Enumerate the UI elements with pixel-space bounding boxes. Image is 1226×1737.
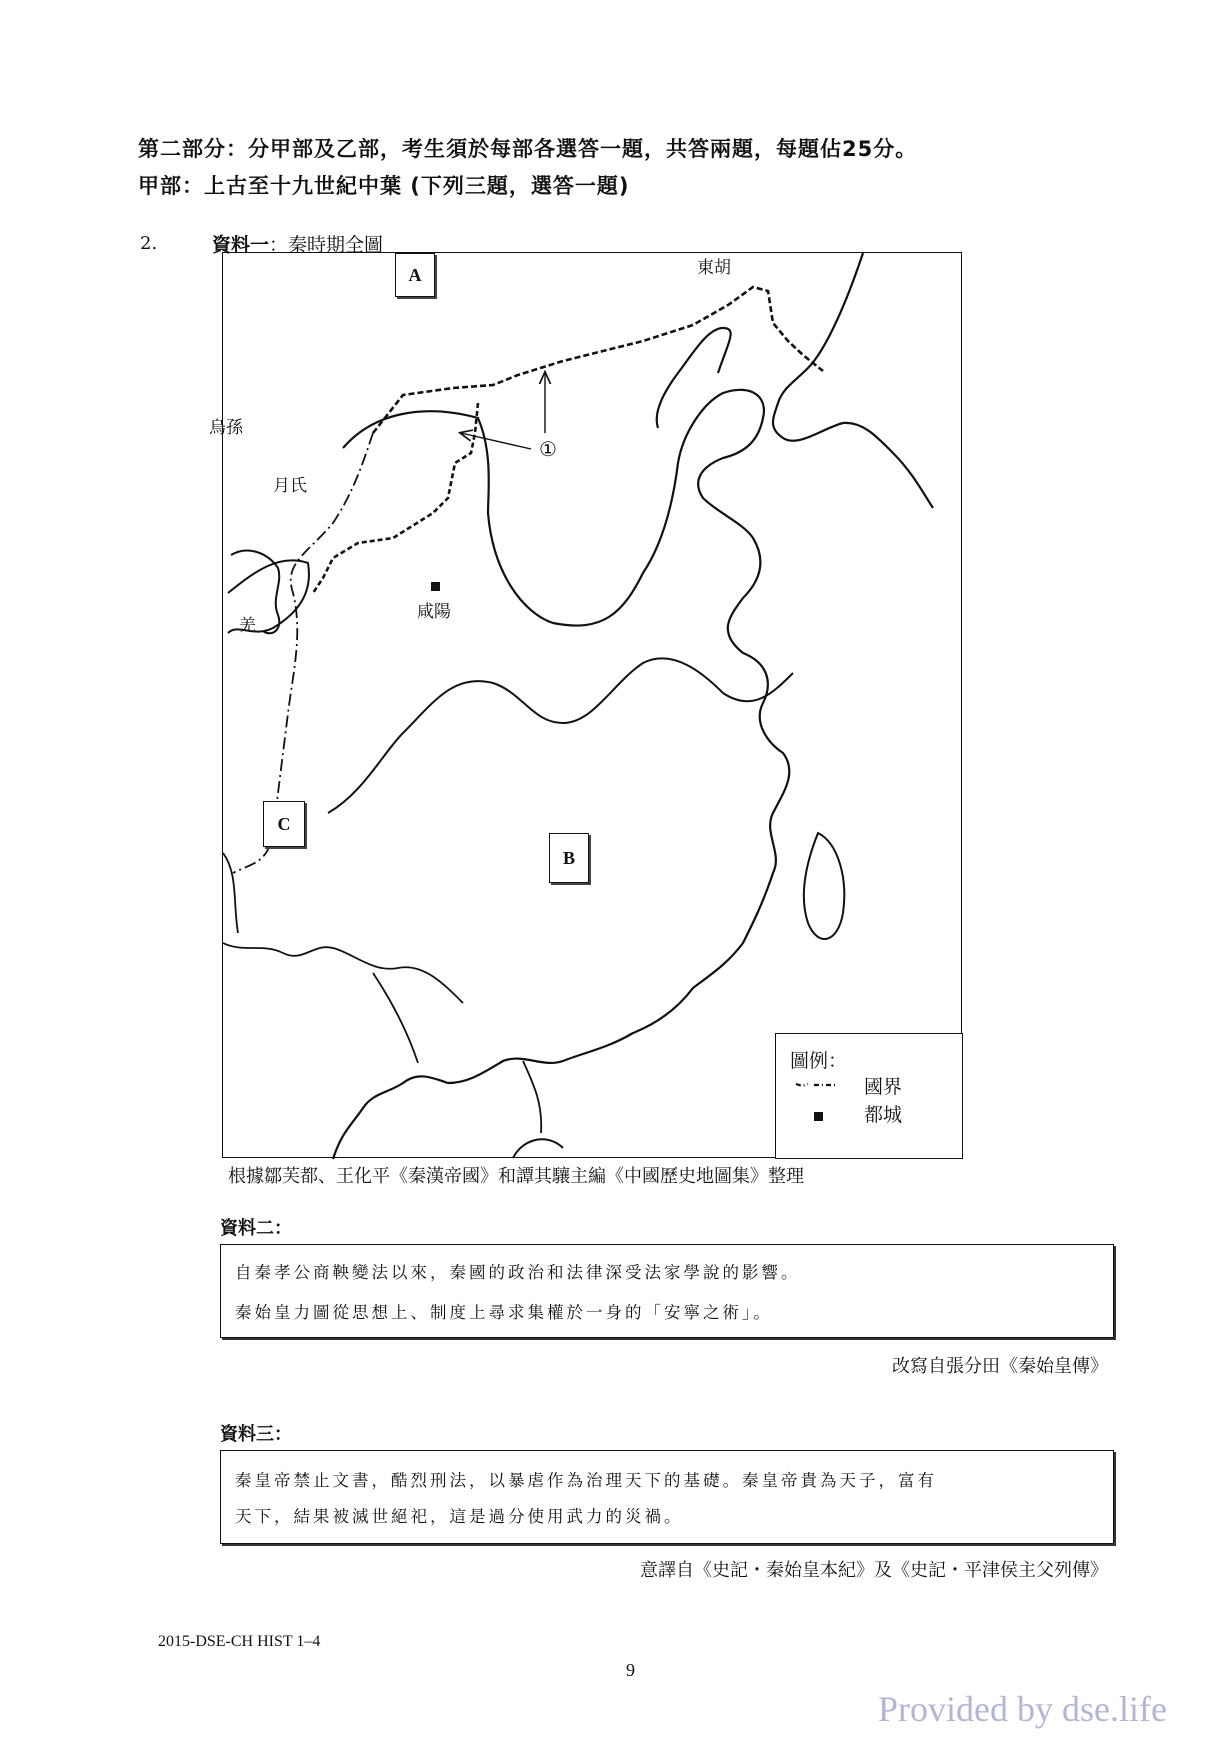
map-box-b: B <box>549 833 589 883</box>
page-number: 9 <box>626 1660 635 1680</box>
taiwan-island <box>804 833 844 939</box>
source3-box <box>220 1450 1114 1544</box>
qin-map <box>209 252 962 1158</box>
coastline <box>333 390 789 1159</box>
map-box-a: A <box>395 253 435 297</box>
great-wall-west <box>313 403 478 593</box>
source3-label: 資料三： <box>220 1424 292 1445</box>
label-donghu: 東胡 <box>697 258 731 278</box>
source2-line-2: 秦始皇力圖從思想上、制度上尋求集權於一身的「安寧之術」。 <box>235 1303 773 1322</box>
source2-credit: 改寫自張分田《秦始皇傳》 <box>892 1356 1108 1377</box>
map-legend <box>775 1033 963 1159</box>
legend-title: 圖例： <box>790 1050 848 1072</box>
label-xianyang: 咸陽 <box>417 602 451 622</box>
section-heading: 第二部分：分甲部及乙部，考生須於每部各選答一題，共答兩題，每題佔25分。 <box>138 137 918 161</box>
hainan-island <box>513 1139 563 1158</box>
exam-code: 2015-DSE-CH HIST 1–4 <box>158 1633 321 1650</box>
source2-box <box>220 1244 1114 1338</box>
map-box-c: C <box>263 801 305 847</box>
part-heading: 甲部：上古至十九世紀中葉 (下列三題，選答一題) <box>138 174 630 198</box>
map-drawing <box>223 253 963 1159</box>
river-southwest <box>223 853 463 1003</box>
coastline-northeast <box>773 253 933 508</box>
legend-capital-label: 都城 <box>864 1104 903 1126</box>
legend-border-label: 國界 <box>864 1076 903 1098</box>
source3-line-1: 秦皇帝禁止文書，酷烈刑法，以暴虐作為治理天下的基礎。秦皇帝貴為天子，富有 <box>235 1471 937 1490</box>
source2-label: 資料二： <box>220 1218 292 1239</box>
label-yuezhi: 月氏 <box>273 476 307 496</box>
label-marker-1: ① <box>539 437 557 461</box>
river-middle <box>328 658 793 813</box>
question-number: 2. <box>140 233 158 254</box>
source3-line-2: 天下，結果被滅世絕祀，這是過分使用武力的災禍。 <box>235 1507 684 1526</box>
source1-label-bold: 資料一 <box>212 234 270 256</box>
label-qiang: 羌 <box>239 616 256 636</box>
legend-border-symbol <box>794 1080 850 1090</box>
label-wusun: 烏孫 <box>209 418 243 438</box>
map-caption: 根據鄒芙都、王化平《秦漢帝國》和譚其驤主編《中國歷史地圖集》整理 <box>228 1166 804 1187</box>
watermark: Provided by dse.life <box>878 1689 1167 1729</box>
legend-capital-symbol <box>814 1112 823 1121</box>
source3-credit: 意譯自《史記・秦始皇本紀》及《史記・平津侯主父列傳》 <box>640 1560 1108 1581</box>
source2-line-1: 自秦孝公商鞅變法以來，秦國的政治和法律深受法家學說的影響。 <box>235 1263 801 1282</box>
coastline-liaodong <box>657 328 731 428</box>
source1-title: ：秦時期全圖 <box>269 234 384 256</box>
capital-marker <box>431 582 440 591</box>
